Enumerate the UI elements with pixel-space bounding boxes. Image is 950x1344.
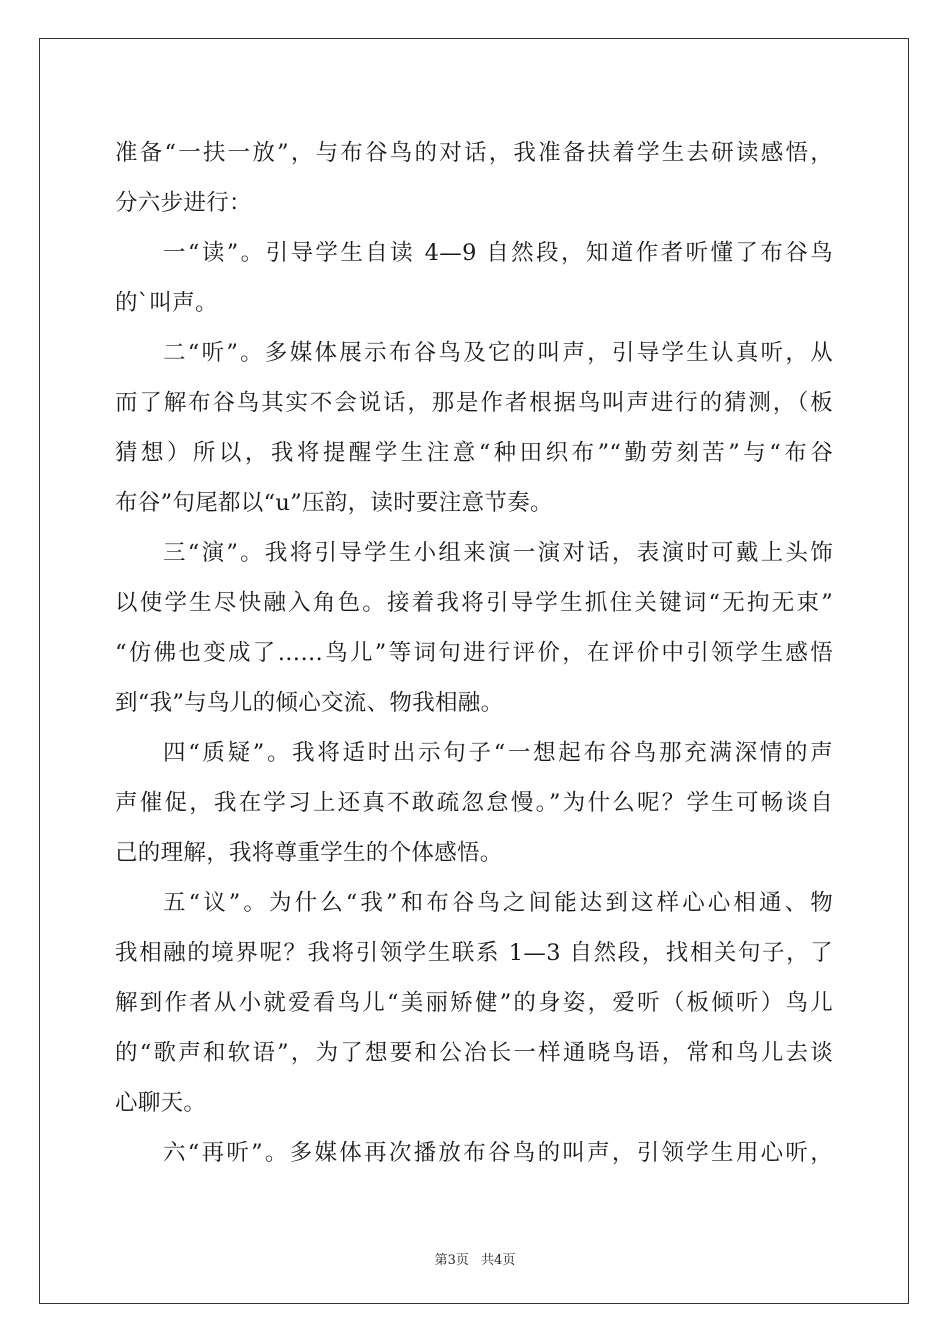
text-line: 六“再听”。多媒体再次播放布谷鸟的叫声，引领学生用心听， bbox=[163, 1140, 833, 1166]
text-line: 到“我”与鸟儿的倾心交流、物我相融。 bbox=[115, 690, 504, 716]
page-total: 共4页 bbox=[481, 1253, 516, 1268]
page-footer bbox=[0, 1249, 950, 1268]
text-line: 我相融的境界呢？我将引领学生联系 1—3 自然段，找相关句子，了 bbox=[115, 940, 833, 966]
text-line: 的“歌声和软语”，为了想要和公冶长一样通晓鸟语，常和鸟儿去谈 bbox=[115, 1040, 833, 1066]
text-line: 心聊天。 bbox=[115, 1090, 207, 1116]
text-line: 二“听”。多媒体展示布谷鸟及它的叫声，引导学生认真听，从 bbox=[163, 340, 833, 366]
text-line: 三“演”。我将引导学生小组来演一演对话，表演时可戴上头饰 bbox=[163, 540, 833, 566]
text-line: 猜想）所以，我将提醒学生注意“种田织布”“勤劳刻苦”与“布谷 bbox=[115, 440, 833, 466]
document-body bbox=[115, 128, 833, 1178]
text-line: 四“质疑”。我将适时出示句子“一想起布谷鸟那充满深情的声 bbox=[163, 740, 833, 766]
text-line: “仿佛也变成了……鸟儿”等词句进行评价，在评价中引领学生感悟 bbox=[115, 640, 833, 666]
text-line: 以使学生尽快融入角色。接着我将引导学生抓住关键词“无拘无束” bbox=[115, 590, 833, 616]
text-line: 而了解布谷鸟其实不会说话，那是作者根据鸟叫声进行的猜测，（板 bbox=[115, 390, 833, 416]
text-line: 分六步进行： bbox=[115, 190, 252, 216]
page-number: 第3页 bbox=[434, 1253, 469, 1268]
text-line: 布谷”句尾都以“u”压韵，读时要注意节奏。 bbox=[115, 490, 553, 516]
text-line: 一“读”。引导学生自读 4—9 自然段，知道作者听懂了布谷鸟 bbox=[163, 240, 833, 266]
text-line: 准备“一扶一放”，与布谷鸟的对话，我准备扶着学生去研读感悟， bbox=[115, 140, 833, 166]
text-line: 声催促，我在学习上还真不敢疏忽怠慢。”为什么呢？学生可畅谈自 bbox=[115, 790, 833, 816]
text-line: 解到作者从小就爱看鸟儿“美丽矫健”的身姿，爱听（板倾听）鸟儿 bbox=[115, 990, 833, 1016]
text-line: 己的理解，我将尊重学生的个体感悟。 bbox=[115, 840, 503, 866]
text-line: 五“议”。为什么“我”和布谷鸟之间能达到这样心心相通、物 bbox=[163, 890, 833, 916]
text-line: 的`叫声。 bbox=[115, 290, 218, 316]
